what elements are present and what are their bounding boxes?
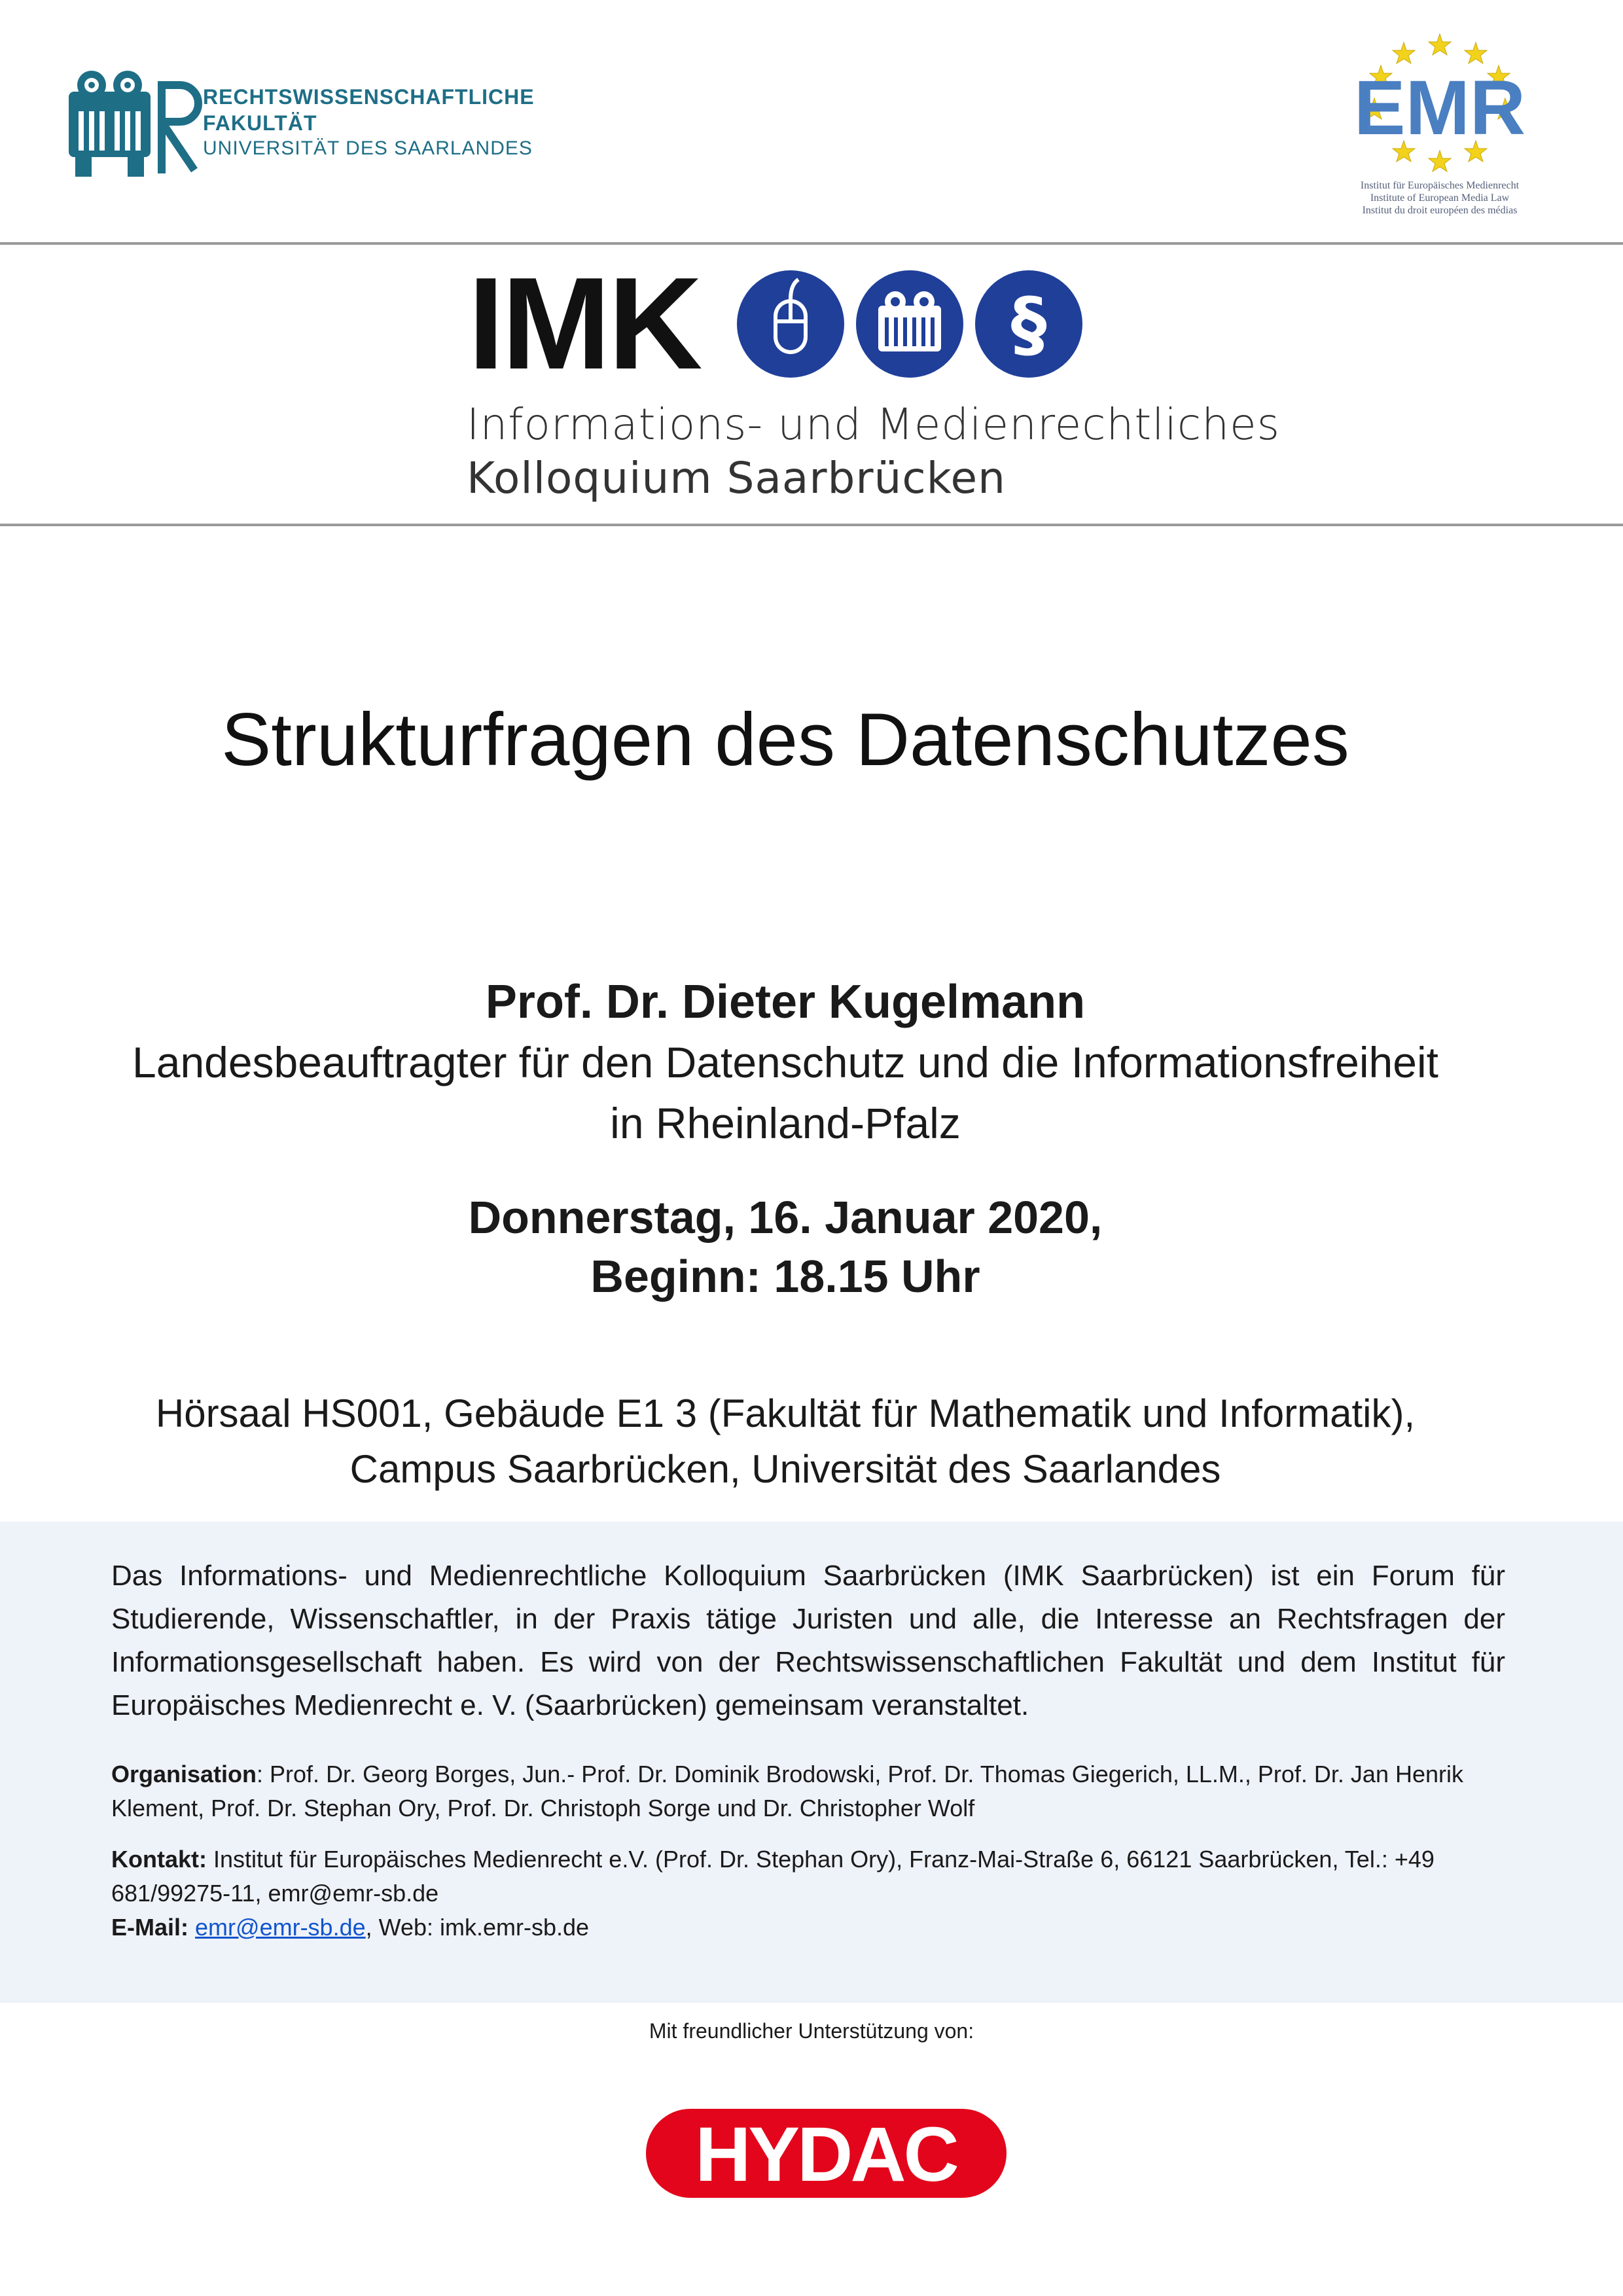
event-start-time: Beginn: 18.15 Uhr (590, 1251, 980, 1302)
emr-name-fr: Institut du droit européen des médias (1362, 205, 1518, 216)
owl-icon (856, 270, 963, 378)
contact-label: Kontakt: (111, 1846, 207, 1873)
speaker-role: Landesbeauftragter für den Datenschutz und die Informationsfreiheit (132, 1038, 1438, 1086)
faculty-name-line2: FAKULTÄT (203, 111, 317, 135)
contact-paragraph (111, 1842, 1505, 1945)
header-divider-bottom (0, 524, 1623, 526)
emr-name-en: Institute of European Media Law (1370, 192, 1510, 204)
star-icon (1429, 34, 1451, 55)
star-icon (1465, 43, 1487, 63)
hydac-wordmark: HYDAC (695, 2111, 957, 2198)
imk-icon-group (733, 265, 1086, 383)
email-label: E-Mail: (111, 1914, 189, 1941)
email-link[interactable]: emr@emr-sb.de (195, 1914, 366, 1941)
svg-text:§: § (1010, 282, 1047, 366)
star-icon (1429, 151, 1451, 171)
speaker-name: Prof. Dr. Dieter Kugelmann (485, 976, 1086, 1028)
web-text: , Web: imk.emr-sb.de (365, 1914, 590, 1941)
organisation-text: : Prof. Dr. Georg Borges, Jun.- Prof. Dr. Dominik Brodowski, Prof. Dr. Thomas Giegerich, LL.M., Prof. Dr. Jan Henrik Klement, Prof. Dr. Stephan Ory, Prof. Dr. Christoph Sorge und Dr. Christopher Wolf (111, 1761, 1463, 1821)
organisation-label: Organisation (111, 1761, 257, 1787)
faculty-logo (65, 65, 535, 183)
header-divider-top (0, 242, 1623, 245)
emr-stars-logo (1342, 26, 1538, 183)
support-text: Mit freundlicher Unterstützung von: (649, 2019, 974, 2043)
organisation-paragraph (111, 1757, 1505, 1825)
imk-acronym: IMK (468, 251, 700, 397)
emr-logo (1329, 26, 1551, 223)
venue-line1: Hörsaal HS001, Gebäude E1 3 (Fakultät für Mathematik und Informatik), (155, 1391, 1416, 1435)
paragraph-icon (975, 270, 1082, 378)
colloquium-description: Das Informations- und Medienrechtliche Kolloquium Saarbrücken (IMK Saarbrücken) ist ein Forum für Studierende, Wissenschaftler, in der Praxis tätige Juristen und alle, die Interesse an Rechtsfragen der Informationsgesellschaft haben. Es wird von der Rechtswissenschaftlichen Fakultät und dem Institut für Europäisches Medienrecht e. V. (Saarbrücken) gemeinsam veranstaltet. (111, 1560, 1505, 1721)
event-date: Donnerstag, 16. Januar 2020, (468, 1192, 1103, 1243)
emr-acronym: EMR (1353, 65, 1526, 151)
mouse-icon (737, 270, 844, 378)
star-icon (1393, 43, 1415, 63)
speaker-region: in Rheinland-Pfalz (610, 1099, 961, 1147)
university-name: UNIVERSITÄT DES SAARLANDES (203, 137, 533, 159)
lecture-title: Strukturfragen des Datenschutzes (221, 698, 1349, 781)
venue-line2: Campus Saarbrücken, Universität des Saarlandes (349, 1447, 1221, 1491)
emr-name-de: Institut für Europäisches Medienrecht (1360, 180, 1520, 191)
faculty-name-line1: RECHTSWISSENSCHAFTLICHE (203, 85, 535, 109)
faculty-r-mark (154, 79, 206, 177)
owl-icon (65, 65, 154, 183)
hydac-logo (645, 2108, 1008, 2199)
imk-subtitle-line2: Kolloquium Saarbrücken (467, 453, 1006, 503)
info-panel (0, 1522, 1623, 2003)
contact-text: Institut für Europäisches Medienrecht e.V. (Prof. Dr. Stephan Ory), Franz-Mai-Straße 6, 66121 Saarbrücken, Tel.: +49 681/99275-11, emr@emr-sb.de (111, 1846, 1435, 1907)
imk-subtitle-line1: Informations- und Medienrechtliches (467, 399, 1281, 450)
